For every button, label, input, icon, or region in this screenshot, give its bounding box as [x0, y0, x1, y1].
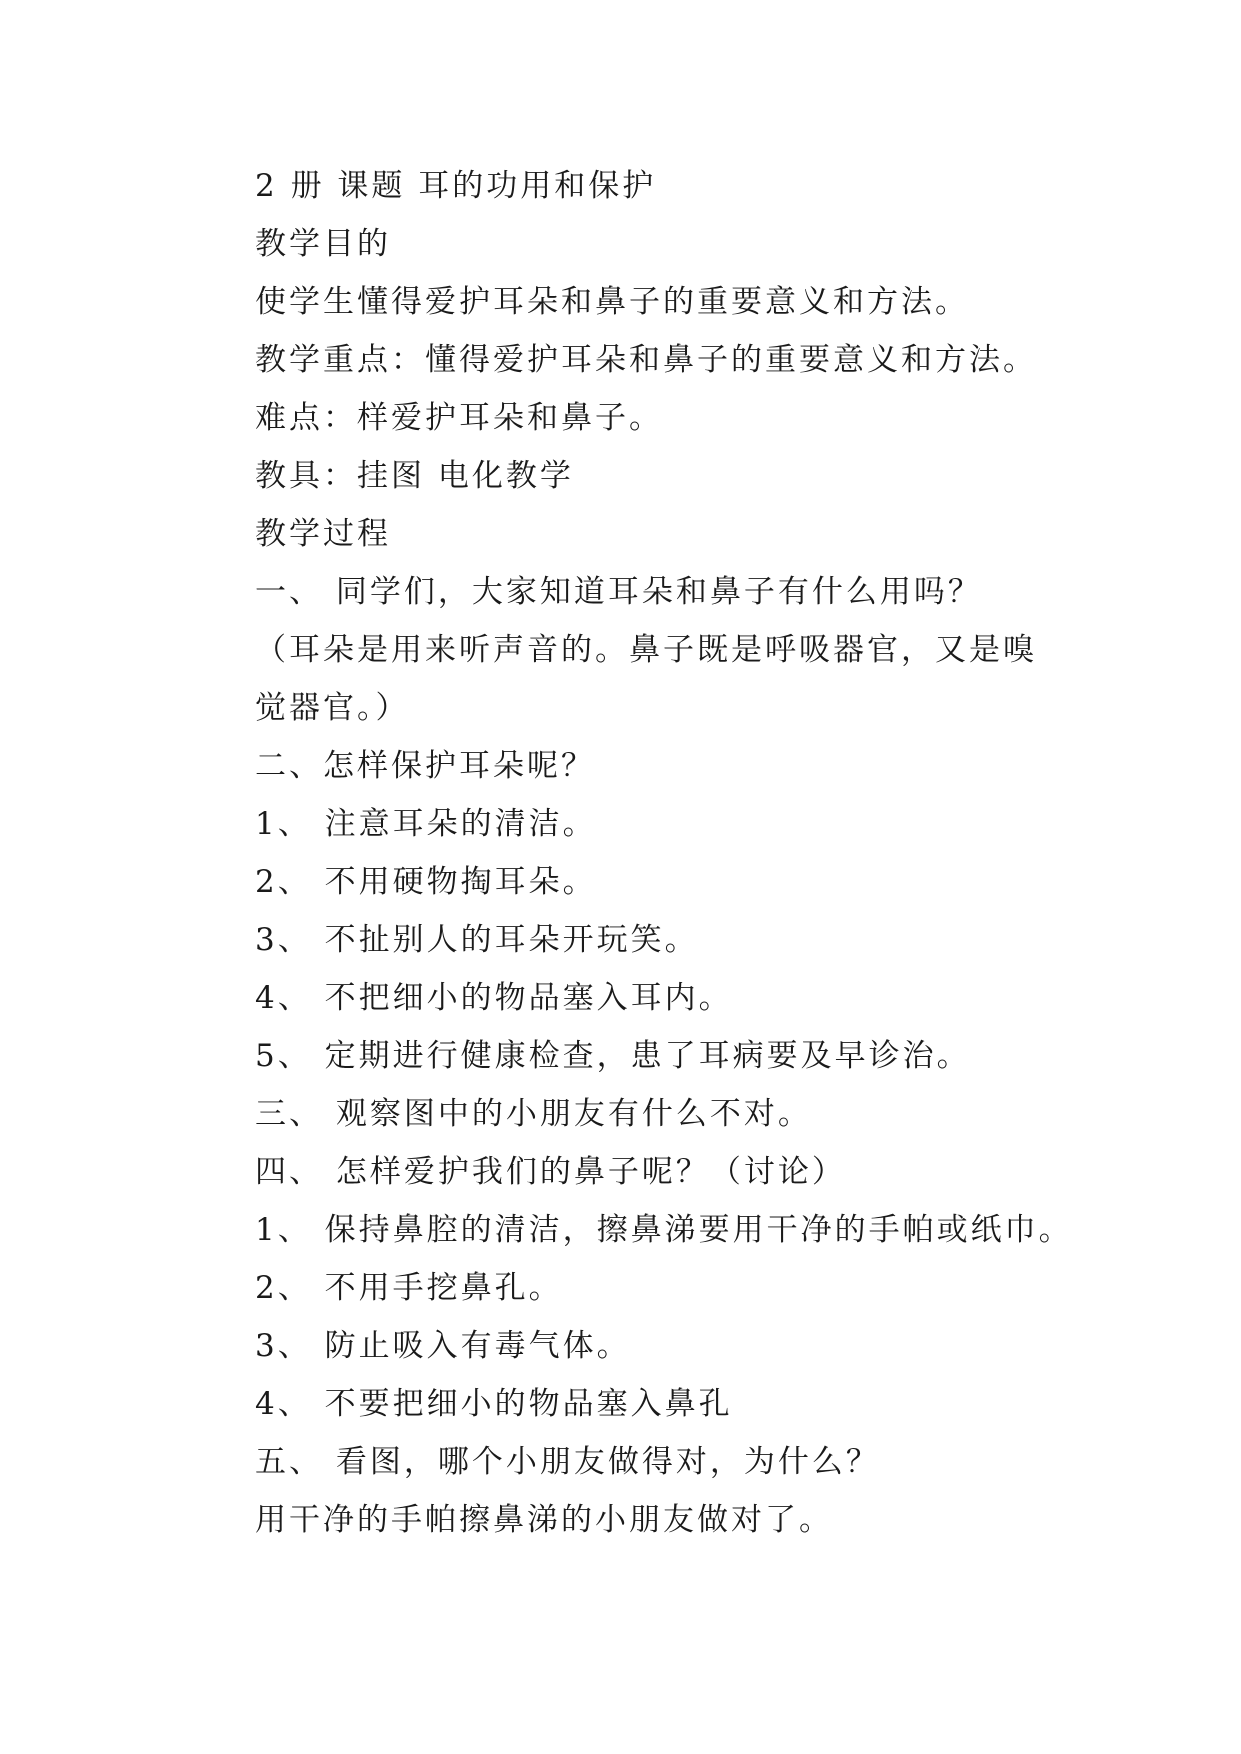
difficulty-text: 难点：样爱护耳朵和鼻子。 [255, 400, 663, 436]
objective-text: 使学生懂得爱护耳朵和鼻子的重要意义和方法。 [255, 284, 969, 320]
nose-tip-1: 1、 保持鼻腔的清洁，擦鼻涕要用干净的手帕或纸巾。 [255, 1212, 1073, 1248]
section-heading-objective: 教学目的 [255, 226, 391, 262]
step-three-text: 三、 观察图中的小朋友有什么不对。 [255, 1096, 812, 1132]
step-five-answer: 用干净的手帕擦鼻涕的小朋友做对了。 [255, 1502, 833, 1538]
step-one-question: 一、 同学们，大家知道耳朵和鼻子有什么用吗？ [255, 574, 982, 610]
section-heading-process: 教学过程 [255, 516, 391, 552]
nose-tip-4: 4、 不要把细小的物品塞入鼻孔 [255, 1386, 733, 1422]
ear-tip-5: 5、 定期进行健康检查，患了耳病要及早诊治。 [255, 1038, 971, 1074]
step-five-question: 五、 看图，哪个小朋友做得对，为什么？ [255, 1444, 880, 1480]
nose-tip-2: 2、 不用手挖鼻孔。 [255, 1270, 563, 1306]
title-line: 2 册 课题 耳的功用和保护 [255, 168, 657, 204]
step-four-heading: 四、 怎样爱护我们的鼻子呢？（讨论） [255, 1154, 846, 1190]
key-point-text: 教学重点：懂得爱护耳朵和鼻子的重要意义和方法。 [255, 342, 1037, 378]
step-one-answer-line-2: 觉器官。） [255, 690, 410, 726]
step-two-heading: 二、怎样保护耳朵呢？ [255, 748, 595, 784]
teaching-aids-text: 教具：挂图 电化教学 [255, 458, 574, 494]
ear-tip-3: 3、 不扯别人的耳朵开玩笑。 [255, 922, 699, 958]
ear-tip-1: 1、 注意耳朵的清洁。 [255, 806, 597, 842]
nose-tip-3: 3、 防止吸入有毒气体。 [255, 1328, 631, 1364]
ear-tip-4: 4、 不把细小的物品塞入耳内。 [255, 980, 733, 1016]
step-one-answer-line-1: （耳朵是用来听声音的。鼻子既是呼吸器官，又是嗅 [255, 632, 1037, 668]
ear-tip-2: 2、 不用硬物掏耳朵。 [255, 864, 597, 900]
